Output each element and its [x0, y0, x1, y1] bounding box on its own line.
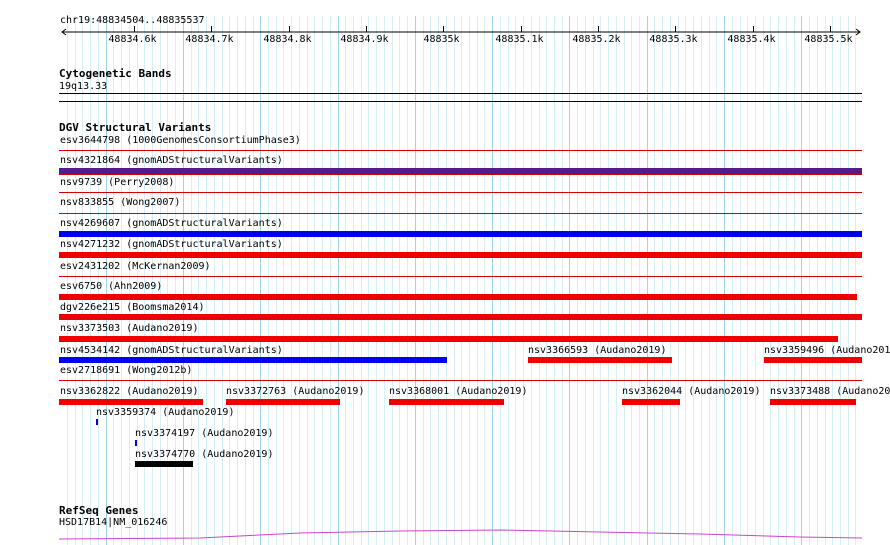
variant-label[interactable]: nsv3373503 (Audano2019): [60, 323, 199, 334]
variant-bar[interactable]: [389, 399, 504, 405]
dgv-track-title: DGV Structural Variants: [59, 121, 212, 134]
variant-bar[interactable]: [135, 440, 137, 446]
variant-label[interactable]: nsv3374197 (Audano2019): [135, 428, 274, 439]
variant-bar[interactable]: [622, 399, 680, 405]
variant-bar[interactable]: [770, 399, 856, 405]
variant-bar[interactable]: [59, 314, 862, 320]
variant-bar[interactable]: [59, 294, 857, 300]
variant-bar[interactable]: [59, 231, 862, 237]
variant-label[interactable]: nsv4321864 (gnomADStructuralVariants): [60, 155, 283, 166]
variant-label[interactable]: nsv4534142 (gnomADStructuralVariants): [60, 345, 283, 356]
variant-label[interactable]: nsv3359496 (Audano201: [764, 345, 890, 356]
ruler-tick-label: 48835.2k: [572, 34, 621, 45]
ruler-tick-label: 48834.8k: [263, 34, 312, 45]
ruler-tick-label: 48834.9k: [340, 34, 389, 45]
variant-bar[interactable]: [226, 399, 340, 405]
variant-bar[interactable]: [135, 461, 193, 467]
variant-label[interactable]: nsv3373488 (Audano20: [770, 386, 890, 397]
variant-bar[interactable]: [59, 336, 838, 342]
gene-model[interactable]: [0, 525, 890, 545]
row-separator: [59, 380, 862, 381]
ruler-tick-label: 48835.5k: [804, 34, 853, 45]
variant-label[interactable]: nsv9739 (Perry2008): [60, 177, 175, 188]
variant-bar[interactable]: [59, 399, 203, 405]
variant-label[interactable]: nsv3359374 (Audano2019): [96, 407, 235, 418]
variant-bar[interactable]: [96, 419, 98, 425]
row-separator: [59, 150, 862, 151]
variant-label[interactable]: nsv3368001 (Audano2019): [389, 386, 528, 397]
row-separator: [59, 213, 862, 214]
refseq-track-title: RefSeq Genes: [59, 504, 139, 517]
location-label: chr19:48834504..48835537: [60, 15, 205, 26]
variant-label[interactable]: esv6750 (Ahn2009): [60, 281, 163, 292]
variant-label[interactable]: nsv4271232 (gnomADStructuralVariants): [60, 239, 283, 250]
row-separator: [59, 192, 862, 193]
variant-bar[interactable]: [59, 252, 862, 258]
ruler-tick-label: 48835.4k: [727, 34, 776, 45]
track-divider: [59, 101, 862, 102]
variant-bar[interactable]: [764, 357, 862, 363]
ruler-tick-label: 48834.7k: [185, 34, 234, 45]
cytoband-band[interactable]: [59, 93, 862, 94]
cytoband-label[interactable]: 19q13.33: [59, 81, 108, 92]
variant-label[interactable]: nsv3362044 (Audano2019): [622, 386, 761, 397]
row-separator: [59, 276, 862, 277]
variant-label[interactable]: esv2718691 (Wong2012b): [60, 365, 193, 376]
variant-label[interactable]: nsv3372763 (Audano2019): [226, 386, 365, 397]
variant-label[interactable]: nsv3362822 (Audano2019): [60, 386, 199, 397]
variant-label[interactable]: nsv4269607 (gnomADStructuralVariants): [60, 218, 283, 229]
cytoband-track-title: Cytogenetic Bands: [59, 67, 172, 80]
variant-label[interactable]: nsv3366593 (Audano2019): [528, 345, 667, 356]
ruler-tick-label: 48835.3k: [649, 34, 698, 45]
ruler-tick-label: 48835.1k: [495, 34, 544, 45]
variant-label[interactable]: nsv3374770 (Audano2019): [135, 449, 274, 460]
variant-bar[interactable]: [528, 357, 672, 363]
variant-label[interactable]: dgv226e215 (Boomsma2014): [60, 302, 205, 313]
variant-bar[interactable]: [59, 357, 447, 363]
variant-label[interactable]: esv2431202 (McKernan2009): [60, 261, 211, 272]
variant-label[interactable]: nsv833855 (Wong2007): [60, 197, 181, 208]
ruler-tick-label: 48835k: [423, 34, 460, 45]
variant-label[interactable]: esv3644798 (1000GenomesConsortiumPhase3): [60, 135, 301, 146]
row-separator: [59, 174, 862, 175]
gene-label[interactable]: HSD17B14|NM_016246: [59, 517, 168, 528]
ruler-tick-label: 48834.6k: [108, 34, 157, 45]
